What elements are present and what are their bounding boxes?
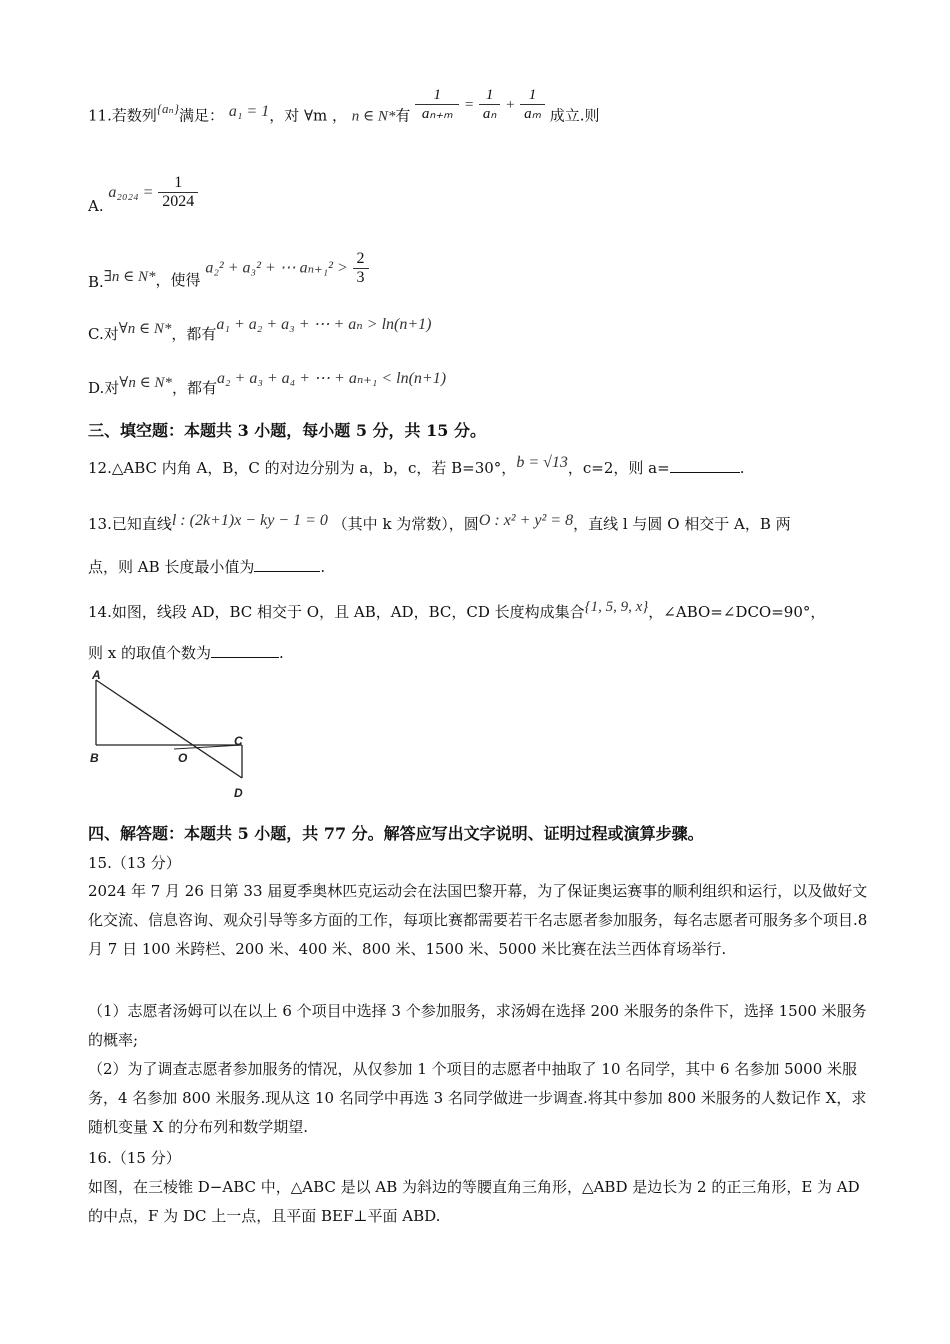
q11-eq: = bbox=[463, 96, 475, 113]
label-c: C bbox=[234, 734, 243, 748]
q11-option-b-frac bbox=[353, 250, 369, 287]
q11-option-c bbox=[88, 316, 432, 343]
q13-end: . bbox=[320, 558, 326, 576]
q11-forall-m: ，对 ∀m ， bbox=[269, 106, 348, 125]
q14-text3: 则 x 的取值个数为 bbox=[88, 644, 211, 662]
q13-answer-blank[interactable] bbox=[254, 557, 320, 572]
q11-frac-main bbox=[415, 86, 459, 123]
q11-sequence: {aₙ} bbox=[156, 100, 180, 116]
q11-frac-m-num: 1 bbox=[520, 86, 545, 105]
q11-frac-main-num: 1 bbox=[415, 86, 459, 105]
label-d: D bbox=[234, 786, 243, 800]
q11-frac-n-num: 1 bbox=[479, 86, 500, 105]
q11-option-b-text: ，使得 bbox=[155, 270, 201, 289]
q11-frac-main-den: aₙ₊ₘ bbox=[421, 106, 453, 122]
q14-end: . bbox=[279, 644, 284, 662]
q12-b-expr: b = √13 bbox=[516, 454, 568, 471]
q12-text1: 12.△ABC 内角 A，B，C 的对边分别为 a，b，c，若 B=30°， bbox=[88, 459, 517, 477]
q15-paragraph-3: （2）为了调查志愿者参加服务的情况，从仅参加 1 个项目的志愿者中抽取了 10 名同学，其中 6 名参加 5000 米服务，4 名参加 800 米服务.现从这 10 名同学中再选 3 名同学做进一步调查.将其中参加 800 米服务的人数记作 X，求随机变量 X 的分布列和数学期望. bbox=[88, 1060, 867, 1136]
q11-option-a bbox=[88, 174, 198, 215]
label-a: A bbox=[92, 668, 101, 682]
q13-text1: 13.已知直线 bbox=[88, 515, 172, 533]
section4-heading: 四、解答题：本题共 5 小题，共 77 分。解答应写出文字说明、证明过程或演算步骤。 bbox=[88, 824, 704, 843]
q11-option-d-forall: ∀n ∈ N* bbox=[119, 375, 172, 391]
q12-text2: ，c=2，则 a= bbox=[567, 459, 670, 477]
q11-option-d-label: D.对 bbox=[88, 379, 120, 397]
q11-satisfy: 满足： bbox=[179, 106, 225, 125]
q11-option-c-label: C.对 bbox=[88, 325, 119, 343]
q15-paragraph-1: 2024 年 7 月 26 日第 33 届夏季奥林匹克运动会在法国巴黎开幕，为了保证奥运赛事的顺利组织和运行，以及做好文化交流、信息咨询、观众引导等多方面的工作，每项比赛都需要若干名志愿者参加服务，每名志愿者可服务多个项目.8 月 7 日 100 米跨栏、200 米、400 米、800 米、1500 米、5000 米比赛在法兰西体育场举行. bbox=[88, 882, 868, 958]
q11-option-c-expr: a₁ + a₂ + a₃ + ⋯ + aₙ > ln(n+1) bbox=[216, 316, 432, 333]
q11-option-a-frac bbox=[158, 174, 198, 211]
q11-frac-m-den: aₘ bbox=[524, 106, 541, 122]
q11-prefix: 11.若数列 bbox=[88, 106, 157, 125]
q14-text1: 14.如图，线段 AD，BC 相交于 O，且 AB，AD，BC，CD 长度构成集合 bbox=[88, 603, 585, 621]
q11-option-a-lhs: a₂₀₂₄ = bbox=[108, 183, 154, 201]
label-b: B bbox=[90, 751, 99, 765]
q11-you: 有 bbox=[395, 106, 411, 125]
q13-line-expr: l : (2k+1)x − ky − 1 = 0 bbox=[171, 512, 328, 529]
q11-option-a-num: 1 bbox=[158, 174, 198, 193]
q11-option-c-text: ，都有 bbox=[171, 325, 217, 343]
q15-title: 15.（13 分） bbox=[88, 854, 181, 872]
q14-answer-blank[interactable] bbox=[211, 643, 279, 658]
q14-text2: ，∠ABO=∠DCO=90°， bbox=[648, 603, 826, 621]
q11-stem bbox=[88, 87, 600, 135]
q11-option-b-den: 3 bbox=[356, 269, 365, 286]
q15-paragraph-2: （1）志愿者汤姆可以在以上 6 个项目中选择 3 个参加服务，求汤姆在选择 200 米服务的条件下，选择 1500 米服务的概率; bbox=[88, 1002, 867, 1049]
q11-option-d-text: ，都有 bbox=[171, 379, 217, 397]
q11-option-a-label: A. bbox=[88, 196, 104, 215]
q11-n-in-N: n ∈ N* bbox=[351, 108, 396, 125]
q13-text3: ，直线 l 与圆 O 相交于 A，B 两 bbox=[573, 515, 791, 533]
q11-option-b-expr: a₂² + a₃² + ⋯ aₙ₊₁² > bbox=[205, 259, 348, 277]
q11-option-c-forall: ∀n ∈ N* bbox=[118, 321, 172, 337]
q14-line2 bbox=[88, 643, 284, 663]
q11-option-b bbox=[88, 250, 369, 291]
section3-heading: 三、填空题：本题共 3 小题，每小题 5 分，共 15 分。 bbox=[88, 421, 486, 440]
q11-suffix: 成立.则 bbox=[549, 106, 600, 125]
q13-text2: （其中 k 为常数），圆 bbox=[332, 515, 479, 533]
q13-line1 bbox=[88, 514, 791, 535]
q16-paragraph-1: 如图，在三棱锥 D−ABC 中，△ABC 是以 AB 为斜边的等腰直角三角形，△ABD 是边长为 2 的正三角形，E 为 AD 的中点，F 为 DC 上一点，且平面 BEF⊥平面 ABD. bbox=[88, 1178, 860, 1225]
q13-circle-expr: O : x² + y² = 8 bbox=[478, 512, 574, 529]
q11-option-d bbox=[88, 370, 447, 397]
q11-frac-n-den: aₙ bbox=[482, 106, 497, 122]
q11-option-b-label: B. bbox=[88, 272, 104, 291]
q11-plus: + bbox=[505, 96, 516, 113]
q16-title: 16.（15 分） bbox=[88, 1149, 181, 1167]
q14-set-expr: {1, 5, 9, x} bbox=[584, 599, 649, 615]
q11-option-b-num: 2 bbox=[353, 250, 369, 269]
q12-end: . bbox=[739, 459, 745, 477]
q14-figure bbox=[84, 666, 284, 806]
q11-option-a-den: 2024 bbox=[162, 193, 195, 210]
q13-line2 bbox=[88, 557, 325, 577]
q14-line1 bbox=[88, 599, 826, 623]
q11-frac-m bbox=[520, 86, 545, 123]
q11-frac-n bbox=[479, 86, 500, 123]
label-o: O bbox=[178, 751, 188, 765]
q11-option-d-expr: a₂ + a₃ + a₄ + ⋯ + aₙ₊₁ < ln(n+1) bbox=[216, 370, 447, 387]
q12-answer-blank[interactable] bbox=[670, 458, 740, 473]
q13-text4: 点，则 AB 长度最小值为 bbox=[88, 558, 255, 576]
q11-a1: a₁ = 1 bbox=[228, 102, 270, 120]
q11-option-b-exists: ∃n ∈ N* bbox=[103, 268, 156, 285]
segment-ad bbox=[96, 680, 242, 778]
q12 bbox=[88, 454, 745, 479]
